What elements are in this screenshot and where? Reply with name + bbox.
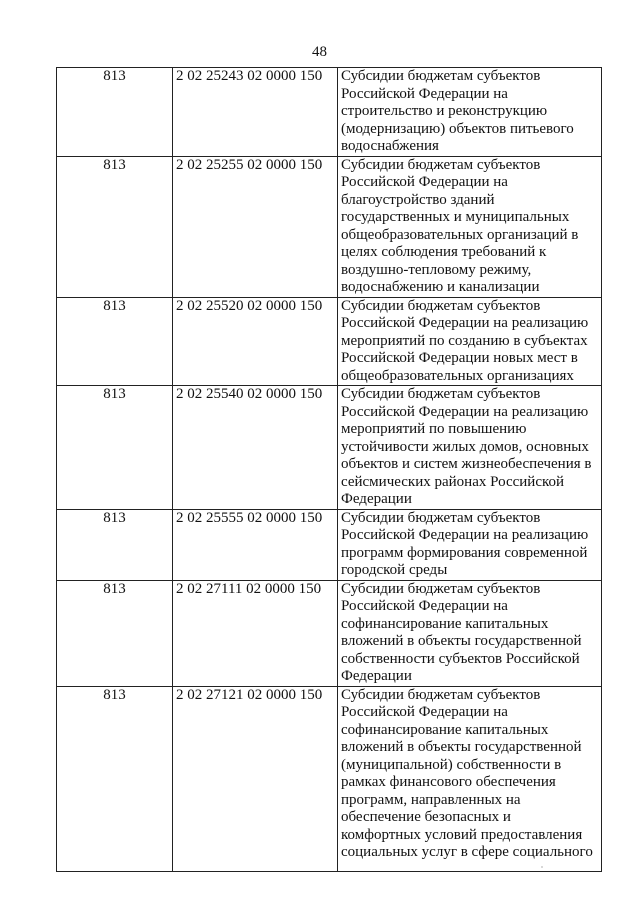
income-name-line: строительство и реконструкцию — [341, 103, 548, 119]
income-name-line: благоустройство зданий — [341, 191, 495, 208]
income-name-line: программ, направленных на — [341, 791, 521, 808]
admin-code-cell: 813 — [57, 386, 173, 510]
income-name-line: мероприятий по повышению — [341, 421, 527, 437]
income-name-line: программ формирования современной — [341, 544, 588, 561]
income-name-cell — [338, 386, 602, 510]
budget-code-cell: 2 02 25520 02 0000 150 — [173, 297, 338, 386]
scan-speck — [541, 866, 543, 868]
admin-code-cell: 813 — [57, 68, 173, 157]
income-name-line: городской среды — [341, 562, 448, 578]
table-row — [57, 156, 602, 297]
income-name-line: Федерации — [341, 491, 412, 507]
page-number: 48 — [312, 44, 327, 60]
income-name-line: вложений в объекты государственной — [341, 633, 582, 649]
income-name-line: социальных услуг в сфере социального — [341, 844, 593, 860]
admin-code-cell: 813 — [57, 297, 173, 386]
table-row — [57, 509, 602, 580]
budget-code-cell: 2 02 27111 02 0000 150 — [173, 580, 338, 686]
income-name-line: Российской Федерации на реализацию — [341, 403, 589, 420]
income-name-cell — [338, 297, 602, 386]
income-name-line: (муниципальной) собственности в — [341, 756, 562, 773]
income-name-line: устойчивости жилых домов, основных — [341, 438, 589, 455]
income-name-line: Российской Федерации новых мест в — [341, 350, 578, 366]
income-name-cell — [338, 68, 602, 157]
income-name-line: Субсидии бюджетам субъектов — [341, 386, 541, 402]
income-name-line: Субсидии бюджетам субъектов — [341, 509, 541, 526]
income-name-line: объектов и систем жизнеобеспечения в — [341, 456, 592, 472]
budget-classification-table — [56, 67, 602, 872]
income-name-line: Российской Федерации на реализацию — [341, 315, 589, 331]
income-name-cell — [338, 156, 602, 297]
income-name-line: общеобразовательных организациях — [341, 367, 574, 384]
income-name-line: Субсидии бюджетам субъектов — [341, 156, 541, 173]
budget-code-cell: 2 02 25540 02 0000 150 — [173, 386, 338, 510]
income-name-line: софинансирование капитальных — [341, 615, 549, 632]
income-name-line: мероприятий по созданию в субъектах — [341, 332, 588, 349]
table-row — [57, 297, 602, 386]
table-row — [57, 580, 602, 686]
income-name-line: обеспечение безопасных и — [341, 809, 511, 825]
income-name-cell — [338, 686, 602, 871]
budget-code-cell: 2 02 25243 02 0000 150 — [173, 68, 338, 157]
income-name-line: Российской Федерации на — [341, 598, 508, 614]
income-name-line: водоснабжению и канализации — [341, 279, 540, 295]
income-name-line: общеобразовательных организаций в — [341, 226, 579, 243]
admin-code-cell: 813 — [57, 580, 173, 686]
income-name-line: Российской Федерации на — [341, 174, 508, 190]
income-name-line: (модернизацию) объектов питьевого — [341, 120, 574, 137]
income-name-line: Субсидии бюджетам субъектов — [341, 68, 541, 84]
income-name-line: Российской Федерации на — [341, 704, 508, 720]
income-name-line: комфортных условий предоставления — [341, 826, 583, 843]
income-name-cell — [338, 509, 602, 580]
income-name-line: сейсмических районах Российской — [341, 473, 565, 490]
income-name-line: Субсидии бюджетам субъектов — [341, 297, 541, 314]
income-name-line: вложений в объекты государственной — [341, 739, 582, 755]
income-name-line: рамках финансового обеспечения — [341, 774, 556, 790]
admin-code-cell: 813 — [57, 509, 173, 580]
income-name-cell — [338, 580, 602, 686]
income-name-line: собственности субъектов Российской — [341, 650, 580, 667]
income-name-line: государственных и муниципальных — [341, 209, 570, 225]
budget-code-cell: 2 02 27121 02 0000 150 — [173, 686, 338, 871]
income-name-line: целях соблюдения требований к — [341, 244, 547, 260]
admin-code-cell: 813 — [57, 686, 173, 871]
income-name-line: Субсидии бюджетам субъектов — [341, 580, 541, 597]
income-name-line: Субсидии бюджетам субъектов — [341, 686, 541, 703]
table-row — [57, 68, 602, 157]
income-name-line: Российской Федерации на реализацию — [341, 527, 589, 543]
table-row — [57, 686, 602, 871]
table-row — [57, 386, 602, 510]
budget-code-cell: 2 02 25255 02 0000 150 — [173, 156, 338, 297]
budget-code-cell: 2 02 25555 02 0000 150 — [173, 509, 338, 580]
income-name-line: софинансирование капитальных — [341, 721, 549, 738]
income-name-line: Российской Федерации на — [341, 85, 508, 102]
income-name-line: Федерации — [341, 668, 412, 684]
admin-code-cell: 813 — [57, 156, 173, 297]
income-name-line: водоснабжения — [341, 138, 439, 154]
income-name-line: воздушно-тепловому режиму, — [341, 261, 532, 278]
